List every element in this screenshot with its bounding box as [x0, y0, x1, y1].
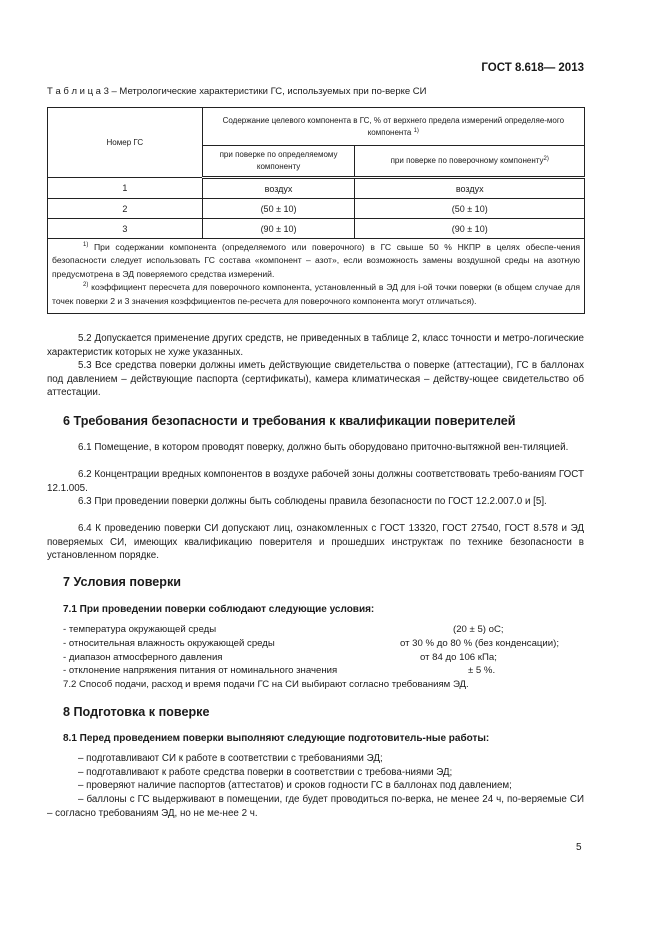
- section-6-heading: 6 Требования безопасности и требования к квалификации поверителей: [63, 414, 516, 428]
- subsection-8-1-heading: 8.1 Перед проведением поверки выполняют следующие подготовитель-ные работы:: [63, 733, 490, 744]
- table-row: [48, 219, 585, 239]
- header-target-content: Содержание целевого компонента в ГС, % от верхнего предела измерений определяе-мого компонента $^{1)}$: [202, 108, 584, 146]
- paragraph-6-4: 6.4 К проведению поверки СИ допускают лиц, ознакомленных с ГОСТ 13320, ГОСТ 27540, ГОСТ 8.578 и ЭД поверяемых СИ, имеющих квалификацию поверителя и прошедших инструктаж по технике безопасности в установленном порядке.: [47, 523, 584, 562]
- paragraph-7-2: 7.2 Способ подачи, расход и время подачи ГС на СИ выбирают согласно требованиям ЭД.: [63, 679, 469, 690]
- cell-value-determined: (90 ± 10): [202, 219, 355, 239]
- table-row: [48, 199, 585, 219]
- table-caption: Т а б л и ц а 3 – Метрологические характеристики ГС, используемых при по-верке СИ: [47, 86, 427, 97]
- table-footnote-row: [48, 239, 585, 314]
- footnote-1: $^{1)}$ При содержании компонента (определяемого или поверочного) в ГС свыше 50 % НКПР в целях обеспе-чения безопасности следует использовать ГС состава «компонент – азот», если возможность замены воздушной среды на азотную предусмотрена в ЭД поверяемого средства измерений.: [52, 242, 580, 279]
- prep-item: – проверяют наличие паспортов (аттестатов) и сроков годности ГС в баллонах под давлением;: [78, 780, 512, 791]
- condition-pressure: - диапазон атмосферного давления от 84 до 106 кПа;: [63, 652, 497, 663]
- table-header-row: [48, 108, 585, 146]
- table-footnotes: [48, 239, 585, 314]
- condition-temperature: - температура окружающей среды (20 ± 5) оС;: [63, 624, 504, 635]
- cell-value-verification: (50 ± 10): [355, 199, 585, 219]
- cell-value-verification: воздух: [355, 178, 585, 199]
- paragraph-5-3: 5.3 Все средства поверки должны иметь действующие свидетельства о поверке (аттестации), ГС в баллонах под давлением – действующие паспорта (сертификаты), камера климатическая – действу-ющее свидетельство об аттестации.: [47, 360, 584, 399]
- cell-value-verification: (90 ± 10): [355, 219, 585, 239]
- paragraph-6-2: 6.2 Концентрации вредных компонентов в воздухе рабочей зоны должны соответствовать требо-ваниям ГОСТ 12.1.005.: [47, 469, 584, 494]
- cell-number: 1: [48, 178, 203, 199]
- section-7-heading: 7 Условия поверки: [63, 575, 182, 589]
- cell-number: 3: [48, 219, 203, 239]
- footnote-2: $^{2)}$ коэффициент пересчета для поверочного компонента, установленный в ЭД для i-ой точки поверки (в общем случае для точек поверки 2 и 3 значения коэффициентов пе-ресчета для поверочного компонента могут отличаться).: [52, 282, 580, 306]
- paragraph-6-3: 6.3 При проведении поверки должны быть соблюдены правила безопасности по ГОСТ 12.2.007.0 и [5].: [78, 496, 547, 507]
- prep-item: – подготавливают СИ к работе в соответствии с требованиями ЭД;: [78, 753, 383, 764]
- paragraph-5-2: 5.2 Допускается применение других средств, не приведенных в таблице 2, класс точности и метро-логические характеристик которых не хуже указанных.: [47, 333, 584, 358]
- document-code: ГОСТ 8.618— 2013: [481, 62, 584, 74]
- cell-value-determined: воздух: [202, 178, 355, 199]
- section-8-heading: 8 Подготовка к поверке: [63, 705, 210, 719]
- page-number: 5: [576, 842, 582, 853]
- prep-item: – баллоны с ГС выдерживают в помещении, где будет проводиться по-верка, не менее 24 ч, по-веряемые СИ – согласно требованиям ЭД, но не ме-нее 2 ч.: [47, 794, 584, 819]
- prep-item: – подготавливают к работе средства поверки в соответствии с требова-ниями ЭД;: [78, 767, 453, 778]
- table-row: [48, 178, 585, 199]
- condition-humidity: - относительная влажность окружающей среды от 30 % до 80 % (без конденсации);: [63, 638, 559, 649]
- cell-value-determined: (50 ± 10): [202, 199, 355, 219]
- header-by-verification-component: при поверке по поверочному компоненту$^{2)}$: [355, 146, 585, 178]
- subsection-7-1-heading: 7.1 При проведении поверки соблюдают следующие условия:: [63, 604, 375, 615]
- header-by-determined-component: при поверке по определяемому компоненту: [202, 146, 355, 178]
- cell-number: 2: [48, 199, 203, 219]
- header-gs-number: Номер ГС: [48, 108, 203, 178]
- gs-characteristics-table: [47, 107, 585, 314]
- condition-voltage: - отклонение напряжения питания от номинального значения ± 5 %.: [63, 665, 496, 676]
- paragraph-6-1: 6.1 Помещение, в котором проводят поверку, должно быть оборудовано приточно-вытяжной вен-тиляцией.: [78, 442, 569, 453]
